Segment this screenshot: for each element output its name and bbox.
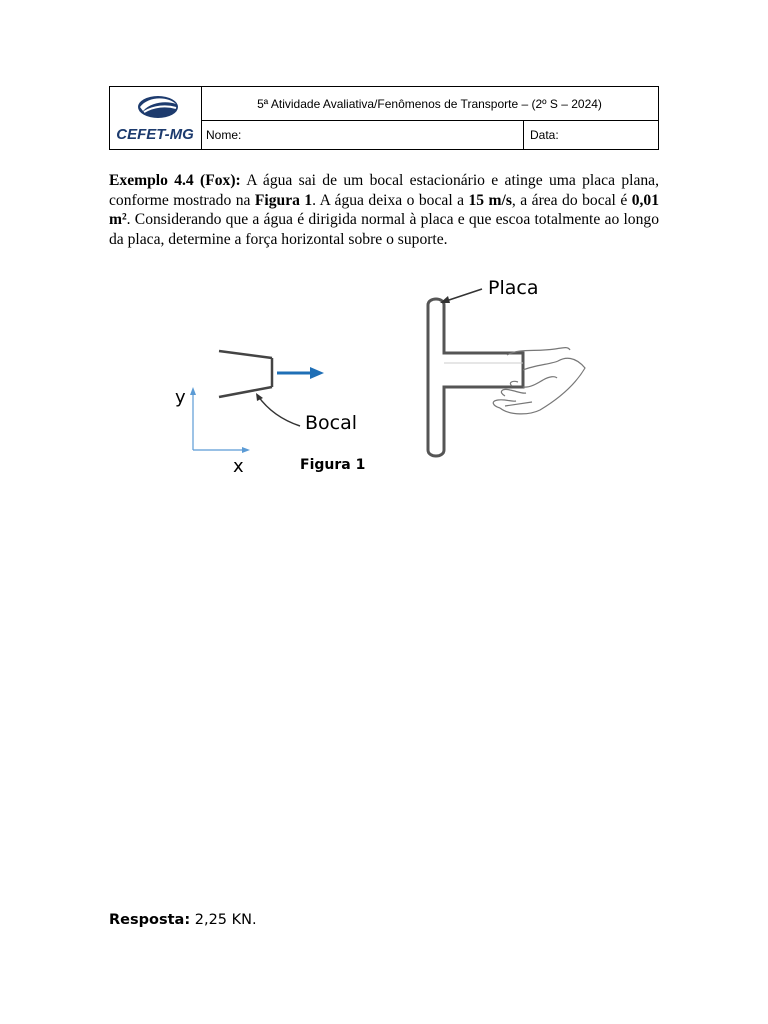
nome-field-label: Nome: bbox=[201, 121, 524, 149]
header-table bbox=[109, 86, 659, 150]
activity-title: 5ª Atividade Avaliativa/Fenômenos de Transporte – (2º S – 2024) bbox=[201, 87, 658, 121]
logo-text: CEFET-MG bbox=[116, 126, 194, 143]
figure-1 bbox=[160, 270, 600, 485]
problem-text-3: , a área do bocal é bbox=[511, 191, 632, 209]
problem-statement bbox=[109, 171, 659, 249]
area-value: 0,01 m² bbox=[109, 191, 659, 229]
water-jet-arrow bbox=[277, 367, 324, 379]
axis-x-label: x bbox=[233, 456, 244, 477]
problem-heading: Exemplo 4.4 (Fox): bbox=[109, 172, 241, 189]
problem-text-2: . A água deixa o bocal a bbox=[312, 191, 469, 209]
velocity-value: 15 m/s bbox=[468, 191, 512, 209]
answer-value: 2,25 KN. bbox=[190, 912, 257, 928]
figure-reference: Figura 1 bbox=[254, 191, 313, 209]
placa-pointer bbox=[440, 289, 482, 303]
logo-cell bbox=[110, 87, 202, 149]
nozzle-drawing bbox=[219, 351, 272, 397]
figure-caption: Figura 1 bbox=[300, 457, 366, 473]
answer-line bbox=[109, 912, 257, 928]
placa-label: Placa bbox=[488, 277, 539, 299]
plate-drawing bbox=[428, 299, 523, 456]
cefet-mg-logo bbox=[110, 87, 201, 149]
answer-label: Resposta: bbox=[109, 912, 191, 928]
bocal-label: Bocal bbox=[305, 412, 358, 434]
axis-y-label: y bbox=[175, 387, 186, 408]
data-field-label: Data: bbox=[530, 128, 559, 142]
problem-text-1: A água sai de um bocal estacionário e atinge uma placa plana, conforme mostrado na bbox=[109, 172, 659, 209]
problem-text-4: . Considerando que a água é dirigida normal à placa e que escoa totalmente ao longo da placa, determine a força horizontal sobre o suporte. bbox=[109, 211, 659, 248]
bocal-pointer bbox=[256, 393, 300, 426]
